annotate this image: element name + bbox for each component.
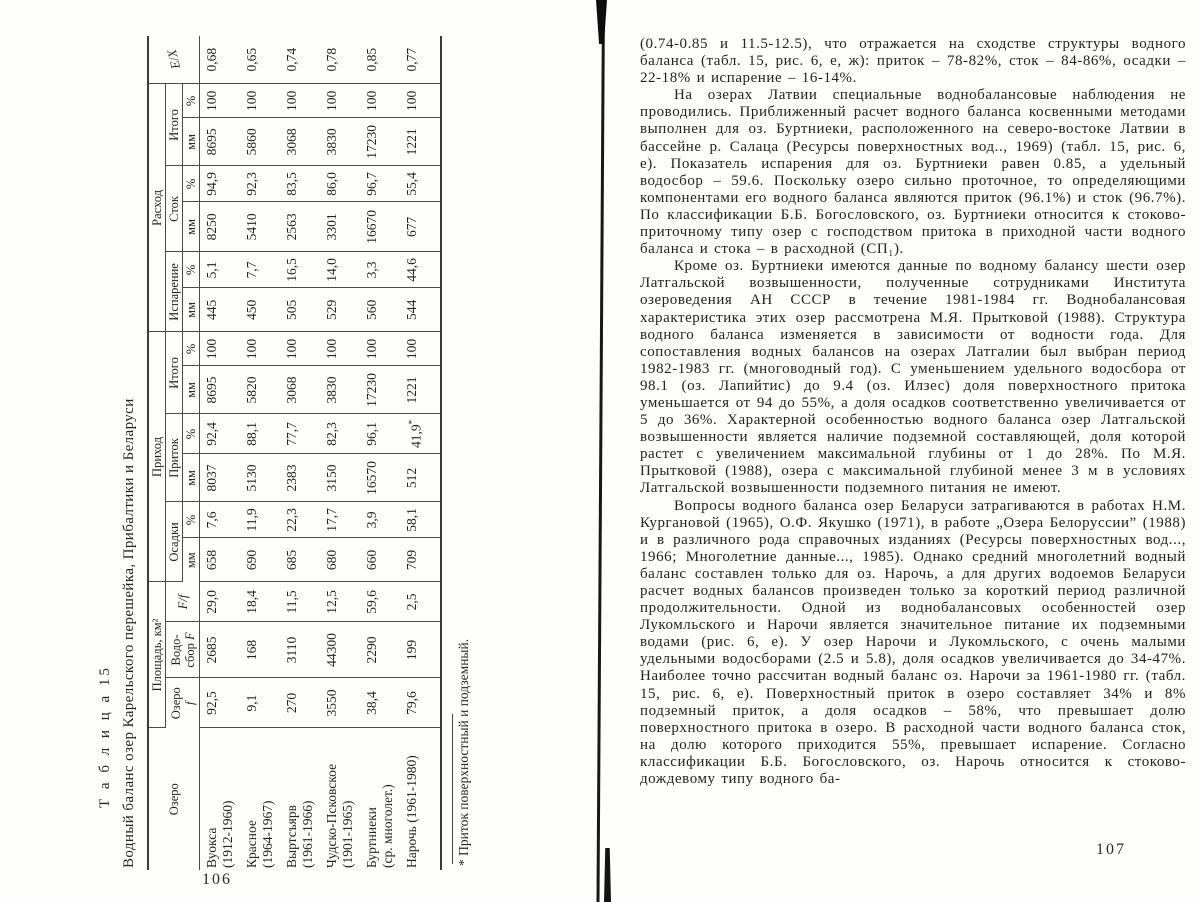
value-cell: 0,74 bbox=[280, 36, 320, 84]
value-cell: 16570 bbox=[360, 454, 400, 502]
unit-pct: % bbox=[183, 414, 200, 454]
value-cell: 5410 bbox=[240, 202, 280, 252]
value-cell: 2290 bbox=[360, 622, 400, 678]
lake-name-cell: Буртниеки (ср. многолет.) bbox=[364, 784, 395, 868]
value-cell: 100 bbox=[320, 84, 360, 118]
value-cell: 544 bbox=[400, 288, 441, 332]
value-cell: 22,3 bbox=[280, 502, 320, 538]
value-cell: 2383 bbox=[280, 454, 320, 502]
value-cell: 17230 bbox=[360, 366, 400, 414]
value-cell: 2685 bbox=[200, 622, 241, 678]
value-cell: 100 bbox=[240, 84, 280, 118]
value-cell: 0,68 bbox=[200, 36, 241, 84]
book-spine-scan-artifact bbox=[596, 0, 605, 902]
value-cell: 100 bbox=[400, 332, 441, 366]
lake-name-cell: Вуокса (1912-1960) bbox=[204, 800, 235, 868]
value-cell: 3110 bbox=[280, 622, 320, 678]
header-income-group: Приход bbox=[148, 332, 166, 582]
header-outflow: Сток bbox=[166, 166, 183, 252]
value-cell: 8250 bbox=[200, 202, 241, 252]
value-cell: 0,77 bbox=[400, 36, 441, 84]
unit-pct: % bbox=[183, 332, 200, 366]
table-row bbox=[240, 36, 280, 870]
book-spine-scan-artifact-top bbox=[596, 0, 607, 44]
value-cell: 82,3 bbox=[320, 414, 360, 454]
value-cell: 55,4 bbox=[400, 166, 441, 202]
value-cell: 3830 bbox=[320, 118, 360, 166]
value-cell: 12,5 bbox=[320, 582, 360, 622]
value-cell: 685 bbox=[280, 538, 320, 582]
rotated-table-block bbox=[95, 30, 525, 870]
value-cell: 168 bbox=[240, 622, 280, 678]
value-cell: 17230 bbox=[360, 118, 400, 166]
page-number-left: 106 bbox=[202, 871, 232, 888]
table-title: Водный баланс озер Карельского перешейка, Прибалтики и Беларуси bbox=[121, 398, 137, 868]
value-cell: 7,6 bbox=[200, 502, 241, 538]
value-cell: 2563 bbox=[280, 202, 320, 252]
value-cell: 0,85 bbox=[360, 36, 400, 84]
left-page bbox=[95, 30, 525, 888]
value-cell: 96,7 bbox=[360, 166, 400, 202]
value-cell: 8695 bbox=[200, 118, 241, 166]
value-cell: 199 bbox=[400, 622, 441, 678]
value-cell: 5820 bbox=[240, 366, 280, 414]
value-cell: 92,4 bbox=[200, 414, 241, 454]
value-cell: 100 bbox=[280, 84, 320, 118]
value-cell: 38,4 bbox=[360, 678, 400, 728]
value-cell: 505 bbox=[280, 288, 320, 332]
unit-mm: мм bbox=[183, 202, 200, 252]
value-cell: 41,9* bbox=[400, 414, 441, 454]
value-cell: 5130 bbox=[240, 454, 280, 502]
header-inflow: Приток bbox=[166, 414, 183, 502]
lake-name-cell: Красное (1964-1967) bbox=[244, 800, 275, 868]
lake-name-cell: Выртсъярв (1961-1966) bbox=[284, 800, 315, 868]
value-cell: 16670 bbox=[360, 202, 400, 252]
value-cell: 690 bbox=[240, 538, 280, 582]
value-cell: 17,7 bbox=[320, 502, 360, 538]
header-lake: Озеро bbox=[148, 728, 200, 870]
value-cell: 0,65 bbox=[240, 36, 280, 84]
paragraph: На озерах Латвии специальные воднобалансовые наблюдения не проводились. Приближенный расчет водного баланса косвенными методами выполнен для оз. Буртниеки, расположенного на северо-востоке Латвии в бассейне р. Салаца (Ресурсы поверхностных вод.., 1969) (табл. 15, рис. 6, е). Показатель испарения для оз. Буртниеки равен 0.85, а удельный водосбор – 59.6. Поскольку озеро сильно проточное, то определяющими компонентами его водного баланса являются приток (96.1%) и сток (96.7%). По классификации Б.Б. Богословского, оз. Буртниеки относится к стоково-приточному типу озер с господством притока в приходной части водного баланса и стока – в расходной (СП₁). bbox=[640, 87, 1186, 258]
value-cell: 9,1 bbox=[240, 678, 280, 728]
table-row bbox=[360, 36, 400, 870]
lake-name-cell: Нарочь (1961-1980) bbox=[404, 755, 419, 868]
unit-mm: мм bbox=[183, 288, 200, 332]
value-cell: 100 bbox=[200, 84, 241, 118]
value-cell: 512 bbox=[400, 454, 441, 502]
value-cell: 0,78 bbox=[320, 36, 360, 84]
unit-mm: мм bbox=[183, 366, 200, 414]
value-cell: 5,1 bbox=[200, 252, 241, 288]
evaporation-index-symbol: Е/Х bbox=[163, 48, 184, 72]
table-row bbox=[280, 36, 320, 870]
value-cell: 14,0 bbox=[320, 252, 360, 288]
value-cell: 8037 bbox=[200, 454, 241, 502]
page-number-right: 107 bbox=[1096, 841, 1126, 858]
value-cell: 709 bbox=[400, 538, 441, 582]
table-row bbox=[400, 36, 441, 870]
value-cell: 270 bbox=[280, 678, 320, 728]
value-cell: 2,5 bbox=[400, 582, 441, 622]
value-cell: 445 bbox=[200, 288, 241, 332]
header-total-income: Итого bbox=[166, 332, 183, 414]
value-cell: 79,6 bbox=[400, 678, 441, 728]
value-cell: 3550 bbox=[320, 678, 360, 728]
value-cell: 92,5 bbox=[200, 678, 241, 728]
value-cell: 3301 bbox=[320, 202, 360, 252]
value-cell: 677 bbox=[400, 202, 441, 252]
value-cell: 660 bbox=[360, 538, 400, 582]
value-cell: 44300 bbox=[320, 622, 360, 678]
value-cell: 450 bbox=[240, 288, 280, 332]
table-row bbox=[200, 36, 241, 870]
value-cell: 44,6 bbox=[400, 252, 441, 288]
value-cell: 77,7 bbox=[280, 414, 320, 454]
value-cell: 8695 bbox=[200, 366, 241, 414]
right-page bbox=[640, 36, 1186, 788]
value-cell: 529 bbox=[320, 288, 360, 332]
header-evaporation-index bbox=[148, 36, 200, 84]
body-text bbox=[640, 36, 1186, 788]
header-total-outcome: Итого bbox=[166, 84, 183, 166]
unit-pct: % bbox=[183, 502, 200, 538]
value-cell: 658 bbox=[200, 538, 241, 582]
value-cell: 1221 bbox=[400, 366, 441, 414]
value-cell: 3150 bbox=[320, 454, 360, 502]
unit-pct: % bbox=[183, 84, 200, 118]
value-cell: 100 bbox=[200, 332, 241, 366]
paragraph: Кроме оз. Буртниеки имеются данные по водному балансу шести озер Латгальской возвышенности, полученные сотрудниками Института озероведения АН СССР в течение 1981-1984 гг. Воднобалансовая характеристика этих озер рассмотрена М.Я. Прытковой (1988). Структура водного баланса изменяется в зависимости от водности года. Для сопоставления водных балансов на озерах Латгалии был выбран период 1982-1983 гг. (многоводный год). С уменьшением удельного водосбора от 98.1 (оз. Лапийтис) до 9.4 (оз. Илзес) доля поверхностного притока уменьшается от 94 до 55%, а доля осадков соответственно увеличивается от 5 до 36%. Характерной особенностью водного баланса озер Латгальской возвышенности является наличие подземной составляющей, доля которой растет с увеличением максимальной глубины от 1 до 28%. По М.Я. Прытковой (1988), озера с максимальной глубиной менее 3 м в условиях Латгальской возвышенности подземного питания не имеют. bbox=[640, 258, 1186, 497]
header-area-group: Площадь, км² bbox=[148, 582, 166, 728]
table-row bbox=[320, 36, 360, 870]
book-spine-scan-artifact-bottom bbox=[604, 848, 611, 902]
header-outcome-group: Расход bbox=[148, 84, 166, 332]
table-label: Т а б л и ц а 15 bbox=[97, 665, 113, 808]
header-evaporation: Испарение bbox=[166, 252, 183, 332]
value-cell: 1221 bbox=[400, 118, 441, 166]
value-cell: 29,0 bbox=[200, 582, 241, 622]
unit-mm: мм bbox=[183, 454, 200, 502]
value-cell: 94,9 bbox=[200, 166, 241, 202]
value-cell: 58,1 bbox=[400, 502, 441, 538]
value-cell: 3068 bbox=[280, 366, 320, 414]
value-cell: 100 bbox=[320, 332, 360, 366]
paragraph: Вопросы водного баланса озер Беларуси затрагиваются в работах Н.М. Кургановой (1965), О.Ф. Якушко (1971), в работе „Озера Белоруссии” (1988) и в различного рода справочных изданиях (Ресурсы поверхностных вод..., 1966; Многолетние данные..., 1985). Однако средний многолетний водный баланс составлен только для оз. Нарочь, а для других водоемов Беларуси расчет водных балансов произведен только за короткий период различной продолжительности. Одной из воднобалансовых особенностей озер Лукомльского и Нарочи является значительное питание их подземными водами (рис. 6, е). У озер Нарочи и Лукомльского, с очень малыми удельными водосборами (2.5 и 5.8), доля осадков увеличивается до 34-47%. Наиболее точно рассчитан водный баланс оз. Нарочи за 1961-1980 гг. (табл. 15, рис. 6, е). Поверхностный приток в озеро составляет 34% и 8% подземный приток, а доля осадков – 58%, что превышает долю поверхностного притока в озеро. В расходной части водного баланса сток, на долю которого приходится 55%, превышает испарение. Согласно классификации Б.Б. Богословского, оз. Нарочь относится к стоково-дождевому типу водного ба- bbox=[640, 497, 1186, 788]
value-cell: 100 bbox=[360, 332, 400, 366]
value-cell: 100 bbox=[280, 332, 320, 366]
header-lake-area: Озеро f bbox=[166, 678, 200, 728]
value-cell: 560 bbox=[360, 288, 400, 332]
header-precipitation: Осадки bbox=[166, 502, 183, 582]
value-cell: 18,4 bbox=[240, 582, 280, 622]
value-cell: 59,6 bbox=[360, 582, 400, 622]
value-cell: 11,9 bbox=[240, 502, 280, 538]
unit-pct: % bbox=[183, 166, 200, 202]
value-cell: 5860 bbox=[240, 118, 280, 166]
value-cell: 16,5 bbox=[280, 252, 320, 288]
header-ff-ratio: F/f bbox=[166, 582, 200, 622]
value-cell: 83,5 bbox=[280, 166, 320, 202]
value-cell: 7,7 bbox=[240, 252, 280, 288]
footnote-rule bbox=[452, 714, 453, 864]
value-cell: 100 bbox=[240, 332, 280, 366]
value-cell: 100 bbox=[360, 84, 400, 118]
table-footnote: * Приток поверхностный и подземный. bbox=[456, 638, 471, 866]
value-cell: 3,9 bbox=[360, 502, 400, 538]
value-cell: 680 bbox=[320, 538, 360, 582]
unit-mm: мм bbox=[183, 118, 200, 166]
value-cell: 100 bbox=[400, 84, 441, 118]
unit-mm: мм bbox=[183, 538, 200, 582]
value-cell: 88,1 bbox=[240, 414, 280, 454]
value-cell: 11,5 bbox=[280, 582, 320, 622]
value-cell: 92,3 bbox=[240, 166, 280, 202]
value-cell: 96,1 bbox=[360, 414, 400, 454]
header-basin-area: Водо- сбор F bbox=[166, 622, 200, 678]
value-cell: 86,0 bbox=[320, 166, 360, 202]
value-cell: 3830 bbox=[320, 366, 360, 414]
value-cell: 3,3 bbox=[360, 252, 400, 288]
lake-name-cell: Чудско-Псковское (1901-1965) bbox=[324, 763, 355, 868]
unit-pct: % bbox=[183, 252, 200, 288]
paragraph: (0.74-0.85 и 11.5-12.5), что отражается на сходстве структуры водного баланса (табл. 15, рис. 6, е, ж): приток – 78-82%, сток – 84-86%, осадки – 22-18% и испарение – 16-14%. bbox=[640, 36, 1186, 87]
value-cell: 3068 bbox=[280, 118, 320, 166]
water-balance-table bbox=[147, 36, 442, 870]
